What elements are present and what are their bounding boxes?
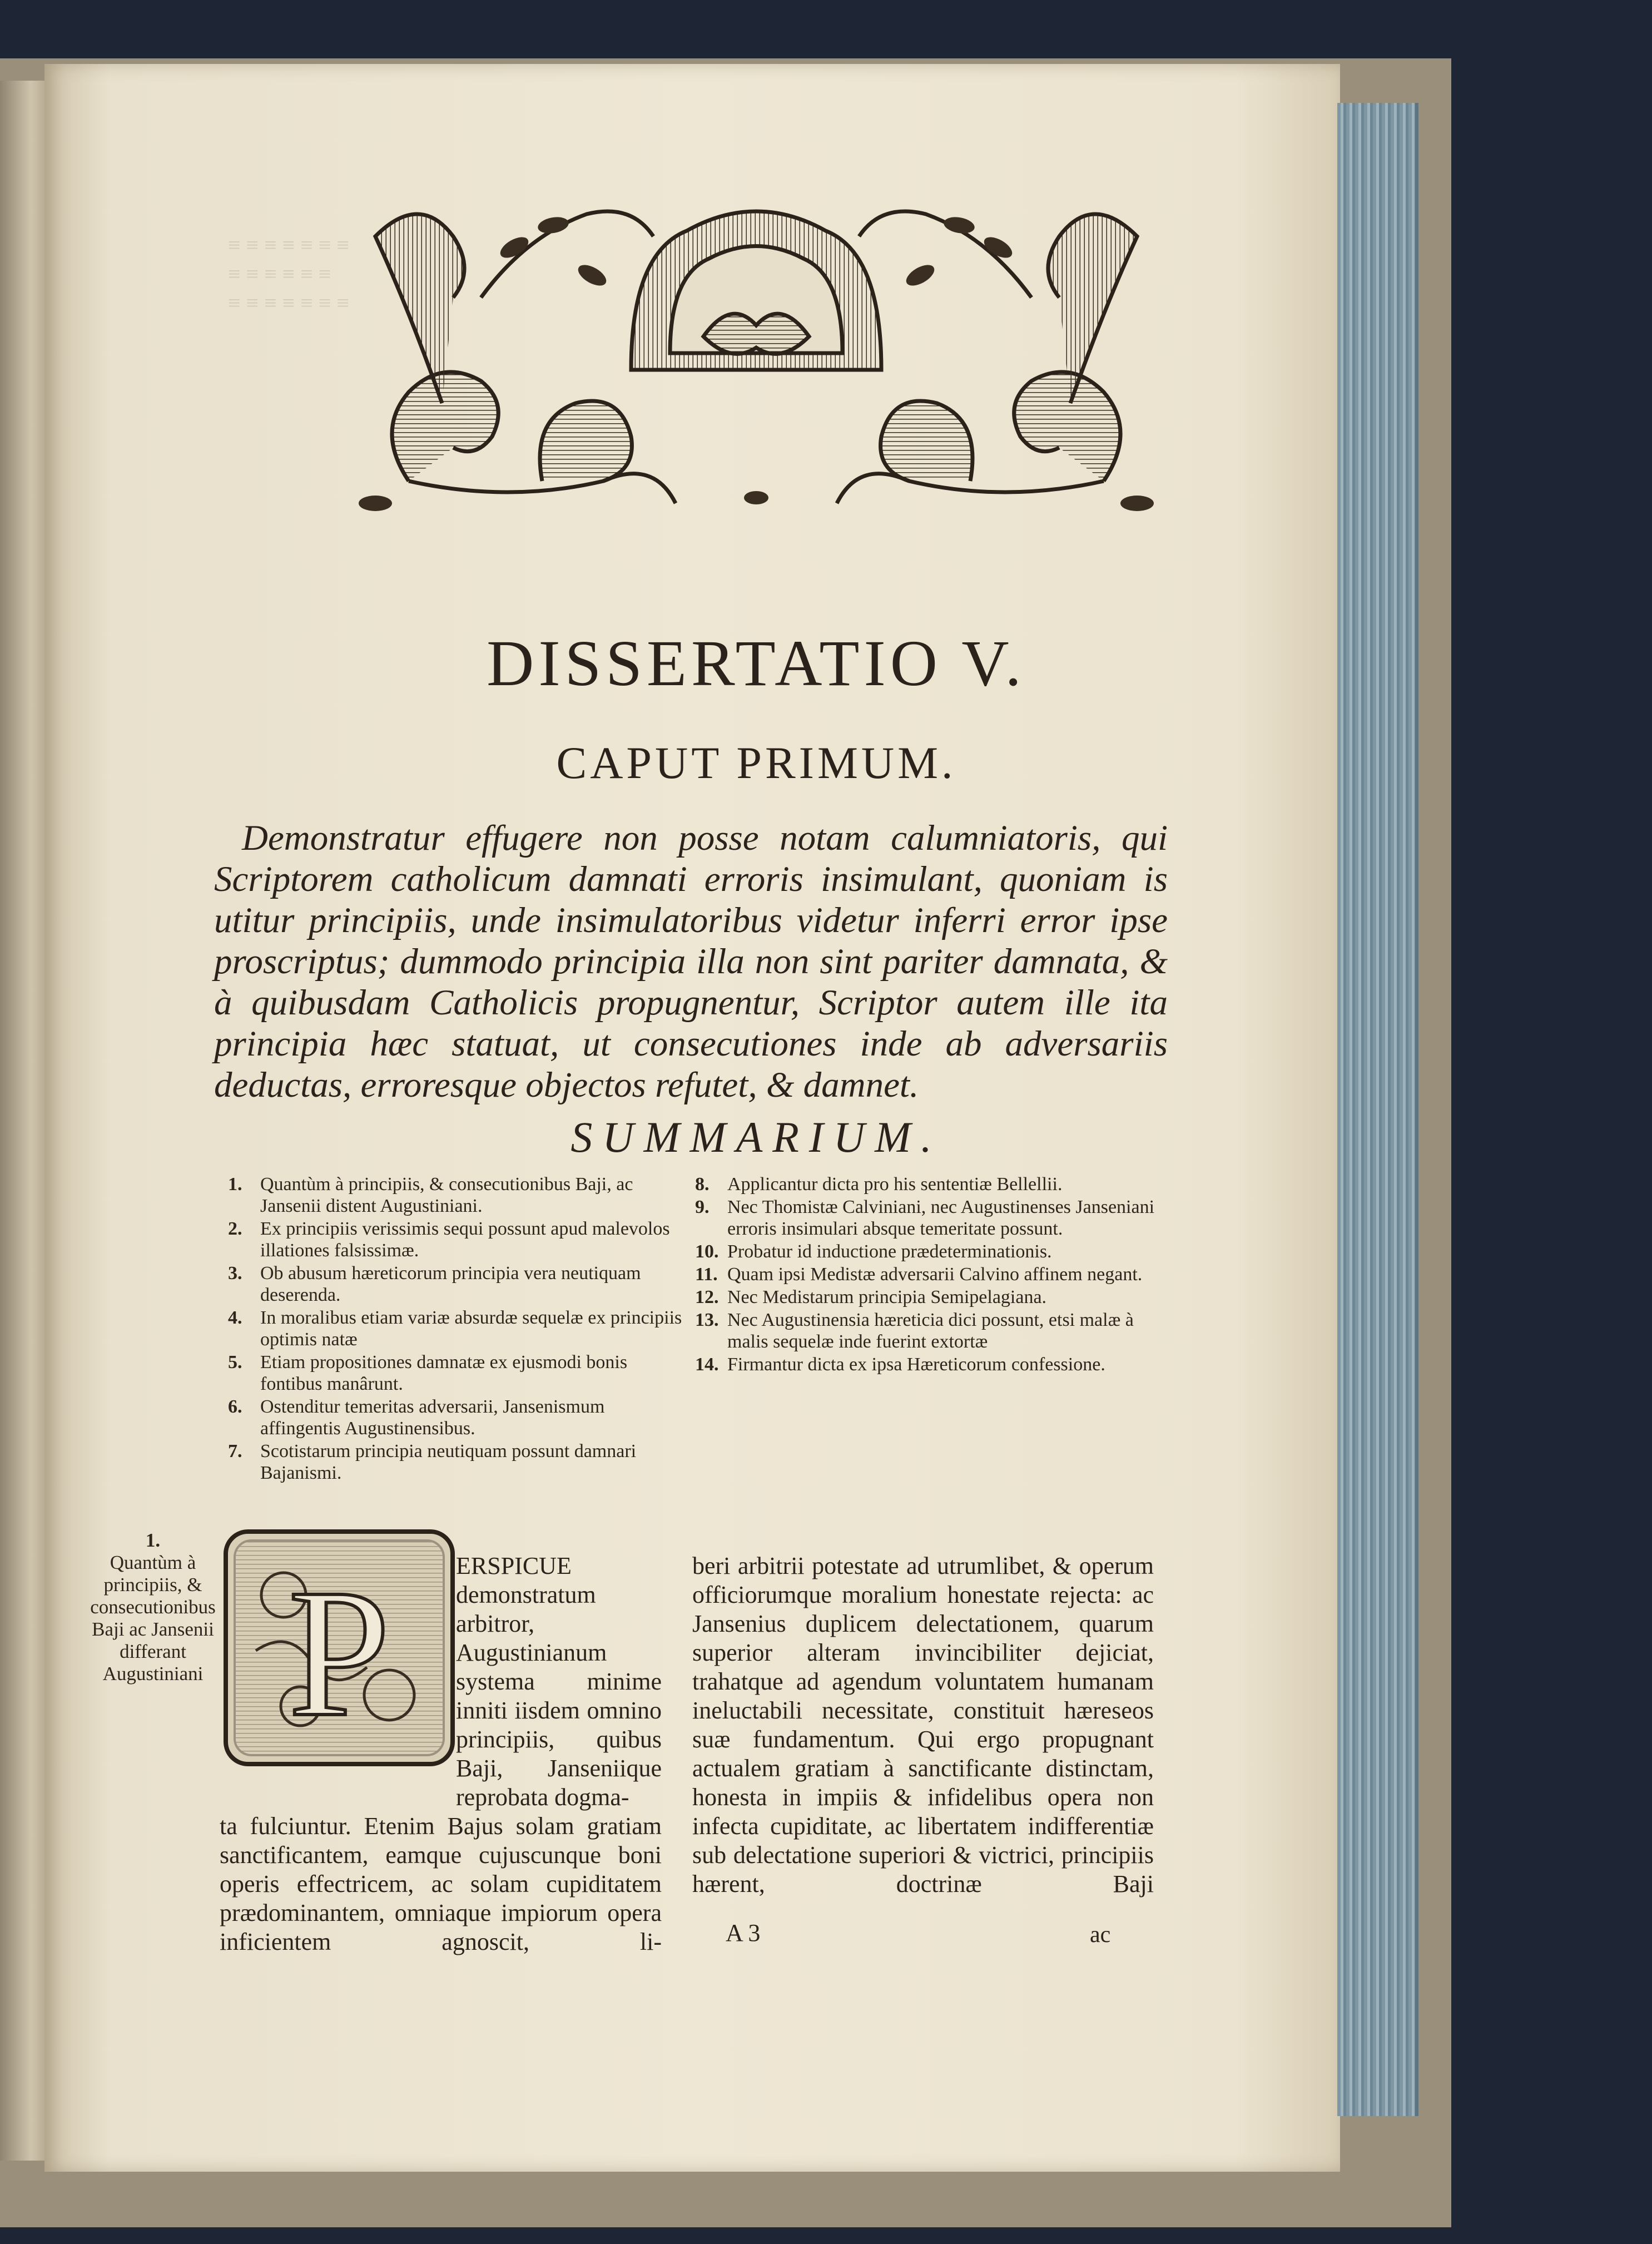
catchword: ac: [1090, 1922, 1111, 1948]
summary-item: 13. Nec Augustinensia hæreticia dici possunt, etsi malæ à malis sequelæ inde fuerint extortæ: [695, 1310, 1134, 1352]
marginal-note-text: Quantùm à principiis, & consecutionibus Baji ac Jansenii differant Augustiniani: [90, 1552, 216, 1685]
left-page-edge: [0, 81, 44, 2161]
summary-item: 6. Ostenditur temeritas adversarii, Jansenismum affingentis Augustinensibus.: [228, 1396, 605, 1439]
svg-text:P: P: [288, 1552, 390, 1755]
marginal-note: [83, 1529, 222, 1685]
signature-mark: A 3: [726, 1919, 761, 1946]
summary-item: 1. Quantùm à principiis, & consecutionibus Baji, ac Jansenii distent Augustiniani.: [228, 1174, 633, 1216]
show-through-text: ≡ ≡ ≡ ≡ ≡ ≡ ≡ ≡ ≡ ≡ ≡ ≡ ≡ ≡ ≡ ≡ ≡ ≡ ≡ ≡: [228, 232, 349, 315]
ornamental-headpiece: [342, 170, 1170, 520]
dissertation-title: DISSERTATIO V.: [487, 627, 1026, 700]
summary-item: 14. Firmantur dicta ex ipsa Hæreticorum confessione.: [695, 1354, 1105, 1375]
headpiece-ornament-icon: [342, 170, 1170, 520]
chapter-argument: Demonstratur effugere non posse notam calumniatoris, qui Scriptorem catholicum damnati erroris insimulant, quoniam is utitur principiis, unde insimulatoribus videtur inferri error ipse proscriptus; dummodo principia illa non sint pariter damnata, & à quibusdam Catholicis propugnentur, Scriptor autem ille ita principia hæc statuat, ut consecutiones inde ab adversariis deductas, erroresque objectos refutet, & damnet.: [214, 818, 1168, 1105]
summary-item: 2. Ex principiis verissimis sequi possunt apud malevolos illationes falsissimæ.: [228, 1218, 670, 1261]
body-column-left: [220, 1552, 662, 1956]
body-text-indented: ERSPICUE demonstratum arbitror, Augustinianum systema minime inniti iisdem omnino principiis, quibus Baji, Janseniique reprobata dogma-: [456, 1552, 662, 1811]
summary-heading: SUMMARIUM.: [570, 1113, 942, 1161]
summary-item: 8. Applicantur dicta pro his sententiæ Bellellii.: [695, 1174, 1063, 1195]
summary-item: 12. Nec Medistarum principia Semipelagiana.: [695, 1287, 1047, 1307]
summary-list-right: [695, 1173, 1168, 1376]
summary-item: 9. Nec Thomistæ Calviniani, nec Augustinenses Janseniani erroris insimulari absque temeritate possunt.: [695, 1197, 1155, 1239]
body-text-left: ta fulciuntur. Etenim Bajus solam gratiam sanctificantem, eamque cujuscunque boni operis effectricem, ac solam cupiditatem prædominantem, omniaque impiorum opera inficientem agnoscit, li-: [220, 1812, 662, 1955]
summary-item: 3. Ob abusum hæreticorum principia vera neutiquam deserenda.: [228, 1263, 641, 1305]
body-column-right: beri arbitrii potestate ad utrumlibet, & operum officiorumque moralium honestate rejecta: ac Jansenius duplicem delectationem, quarum superior alteram invincibiliter dejiciat, trahatque ad agendum voluntatem humanam ineluctabili necessitate, constituit hæreseos suæ fundamentum. Qui ergo propugnant actualem gratiam à sanctificante distinctam, honesta in impiis & infidelibus opera non infecta cupiditate, ac libertatem indifferentiæ sub delectatione superiori & victrici, principiis hærent, doctrinæ Baji: [692, 1552, 1154, 1898]
summary-item: 5. Etiam propositiones damnatæ ex ejusmodi bonis fontibus manârunt.: [228, 1352, 628, 1394]
summary-item: 4. In moralibus etiam variæ absurdæ sequelæ ex principiis optimis natæ: [228, 1307, 682, 1350]
summary-list-left: [228, 1173, 684, 1485]
marginal-note-number: 1.: [145, 1529, 161, 1551]
summary-item: 11. Quam ipsi Medistæ adversarii Calvino affinem negant.: [695, 1264, 1143, 1285]
summary-item: 7. Scotistarum principia neutiquam possunt damnari Bajanismi.: [228, 1441, 637, 1483]
page-fore-edge: [1337, 103, 1418, 2116]
summary-item: 10. Probatur id inductione prædeterminationis.: [695, 1241, 1052, 1262]
chapter-heading: CAPUT PRIMUM.: [556, 737, 956, 788]
